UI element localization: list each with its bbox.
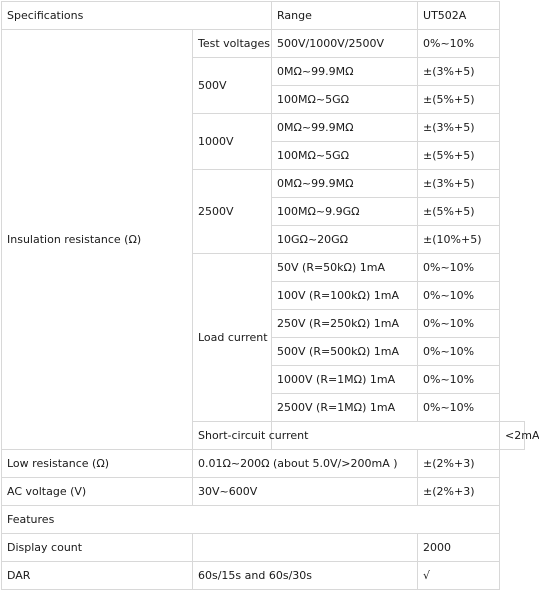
range-cell: 1000V (R=1MΩ) 1mA bbox=[272, 366, 418, 394]
display-count-value: 2000 bbox=[418, 534, 500, 562]
accuracy-cell: ±(10%+5) bbox=[418, 226, 500, 254]
accuracy-cell: 0%~10% bbox=[418, 310, 500, 338]
accuracy-cell: 0%~10% bbox=[418, 394, 500, 422]
range-cell: 100MΩ~5GΩ bbox=[272, 86, 418, 114]
range-cell: 500V (R=500kΩ) 1mA bbox=[272, 338, 418, 366]
test-voltages-range: 500V/1000V/2500V bbox=[272, 30, 418, 58]
accuracy-cell: ±(3%+5) bbox=[418, 170, 500, 198]
dar-value: √ bbox=[418, 562, 500, 590]
test-voltages-value: 0%~10% bbox=[418, 30, 500, 58]
range-cell: 250V (R=250kΩ) 1mA bbox=[272, 310, 418, 338]
table-row bbox=[2, 562, 525, 590]
voltage-1000-label: 1000V bbox=[193, 114, 272, 170]
dar-range: 60s/15s and 60s/30s bbox=[193, 562, 418, 590]
accuracy-cell: ±(5%+5) bbox=[418, 86, 500, 114]
low-resistance-value: ±(2%+3) bbox=[418, 450, 500, 478]
accuracy-cell: 0%~10% bbox=[418, 282, 500, 310]
dar-label: DAR bbox=[2, 562, 193, 590]
short-circuit-value: <2mA bbox=[500, 422, 525, 450]
features-row bbox=[2, 506, 525, 534]
table-row bbox=[2, 450, 525, 478]
test-voltages-label: Test voltages bbox=[193, 30, 272, 58]
range-cell: 10GΩ~20GΩ bbox=[272, 226, 418, 254]
features-heading: Features bbox=[2, 506, 500, 534]
range-cell: 0MΩ~99.9MΩ bbox=[272, 170, 418, 198]
range-cell: 2500V (R=1MΩ) 1mA bbox=[272, 394, 418, 422]
accuracy-cell: 0%~10% bbox=[418, 338, 500, 366]
accuracy-cell: ±(5%+5) bbox=[418, 142, 500, 170]
accuracy-cell: 0%~10% bbox=[418, 254, 500, 282]
range-cell: 0MΩ~99.9MΩ bbox=[272, 58, 418, 86]
low-resistance-label: Low resistance (Ω) bbox=[2, 450, 193, 478]
range-cell: 100V (R=100kΩ) 1mA bbox=[272, 282, 418, 310]
table-row bbox=[2, 478, 525, 506]
low-resistance-range: 0.01Ω~200Ω (about 5.0V/>200mA ) bbox=[193, 450, 418, 478]
accuracy-cell: ±(3%+5) bbox=[418, 114, 500, 142]
short-circuit-label: Short-circuit current bbox=[193, 422, 272, 450]
display-count-label: Display count bbox=[2, 534, 193, 562]
display-count-range bbox=[193, 534, 418, 562]
range-cell: 50V (R=50kΩ) 1mA bbox=[272, 254, 418, 282]
voltage-2500-label: 2500V bbox=[193, 170, 272, 254]
header-row bbox=[2, 2, 525, 30]
header-range: Range bbox=[272, 2, 418, 30]
range-cell: 100MΩ~9.9GΩ bbox=[272, 198, 418, 226]
accuracy-cell: ±(3%+5) bbox=[418, 58, 500, 86]
accuracy-cell: ±(5%+5) bbox=[418, 198, 500, 226]
range-cell: 0MΩ~99.9MΩ bbox=[272, 114, 418, 142]
header-model: UT502A bbox=[418, 2, 500, 30]
load-current-label: Load current bbox=[193, 254, 272, 422]
table-row bbox=[2, 534, 525, 562]
range-cell: 100MΩ~5GΩ bbox=[272, 142, 418, 170]
voltage-500-label: 500V bbox=[193, 58, 272, 114]
accuracy-cell: 0%~10% bbox=[418, 366, 500, 394]
header-specifications: Specifications bbox=[2, 2, 272, 30]
insulation-resistance-label: Insulation resistance (Ω) bbox=[2, 30, 193, 450]
ac-voltage-value: ±(2%+3) bbox=[418, 478, 500, 506]
ac-voltage-label: AC voltage (V) bbox=[2, 478, 193, 506]
ac-voltage-range: 30V~600V bbox=[193, 478, 418, 506]
table-row bbox=[2, 30, 525, 58]
specifications-table bbox=[1, 1, 539, 590]
